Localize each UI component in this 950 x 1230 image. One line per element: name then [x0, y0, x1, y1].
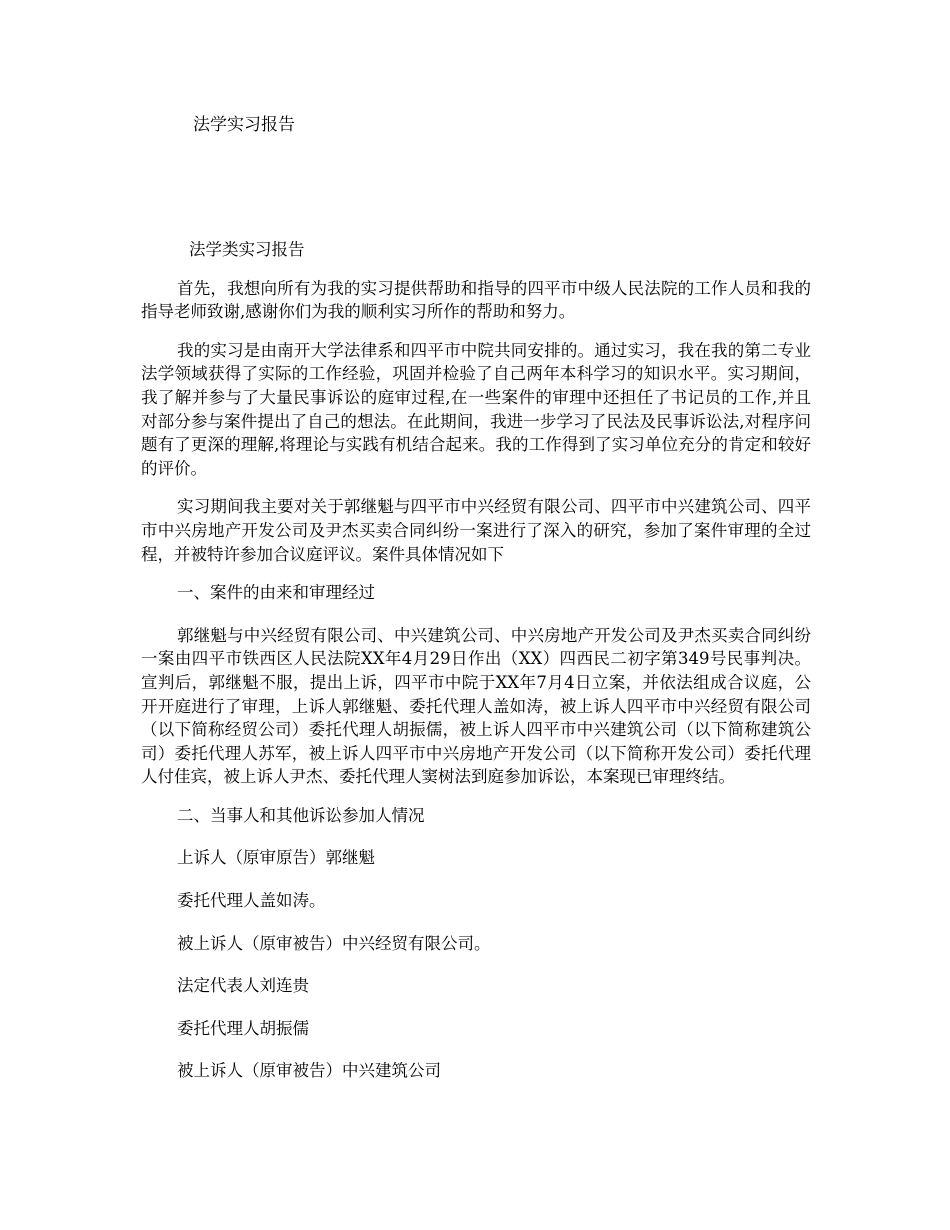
section-heading-case-origin: 一、案件的由来和审理经过	[177, 583, 375, 603]
party-line: 委托代理人盖如涛。	[177, 891, 326, 911]
party-line: 被上诉人（原审被告）中兴经贸有限公司。	[177, 933, 491, 953]
document-body	[141, 238, 811, 1102]
party-line: 上诉人（原审原告）郭继魁	[177, 848, 375, 868]
party-line: 法定代表人刘连贵	[177, 976, 309, 996]
section-heading-parties: 二、当事人和其他诉讼参加人情况	[177, 805, 425, 825]
report-subtitle: 法学类实习报告	[189, 240, 305, 259]
party-line: 被上诉人（原审被告）中兴建筑公司	[177, 1061, 441, 1081]
party-line: 委托代理人胡振儒	[177, 1018, 309, 1038]
document-title: 法学实习报告	[193, 115, 295, 135]
paragraph-case-intro: 实习期间我主要对关于郭继魁与四平市中兴经贸有限公司、四平市中兴建筑公司、四平市中兴房地产开发公司及尹杰买卖合同纠纷一案进行了深入的研究，参加了案件审理的全过程，并被特许参加合议庭评议。案件具体情况如下	[141, 497, 811, 564]
paragraph-internship-overview: 我的实习是由南开大学法律系和四平市中院共同安排的。通过实习，我在我的第二专业法学领域获得了实际的工作经验，巩固并检验了自己两年本科学习的知识水平。实习期间，我了解并参与了大量民事诉讼的庭审过程,在一些案件的审理中还担任了书记员的工作,并且对部分参与案件提出了自己的想法。在此期间，我进一步学习了民法及民事诉讼法,对程序问题有了更深的理解,将理论与实践有机结合起来。我的工作得到了实习单位充分的肯定和较好的评价。	[141, 340, 811, 478]
paragraph-case-origin: 郭继魁与中兴经贸有限公司、中兴建筑公司、中兴房地产开发公司及尹杰买卖合同纠纷一案由四平市铁西区人民法院XX年4月29日作出（XX）四西民二初字第349号民事判决。宣判后，郭继魁不服，提出上诉，四平市中院于XX年7月4日立案，并依法组成合议庭，公开开庭进行了审理，上诉人郭继魁、委托代理人盖如涛，被上诉人四平市中兴经贸有限公司（以下简称经贸公司）委托代理人胡振儒，被上诉人四平市中兴建筑公司（以下简称建筑公司）委托代理人苏军，被上诉人四平市中兴房地产开发公司（以下简称开发公司）委托代理人付佳宾，被上诉人尹杰、委托代理人窦树法到庭参加诉讼，本案现已审理终结。	[141, 625, 811, 787]
paragraph-acknowledgement: 首先，我想向所有为我的实习提供帮助和指导的四平市中级人民法院的工作人员和我的指导老师致谢,感谢你们为我的顺利实习所作的帮助和努力。	[141, 278, 811, 322]
